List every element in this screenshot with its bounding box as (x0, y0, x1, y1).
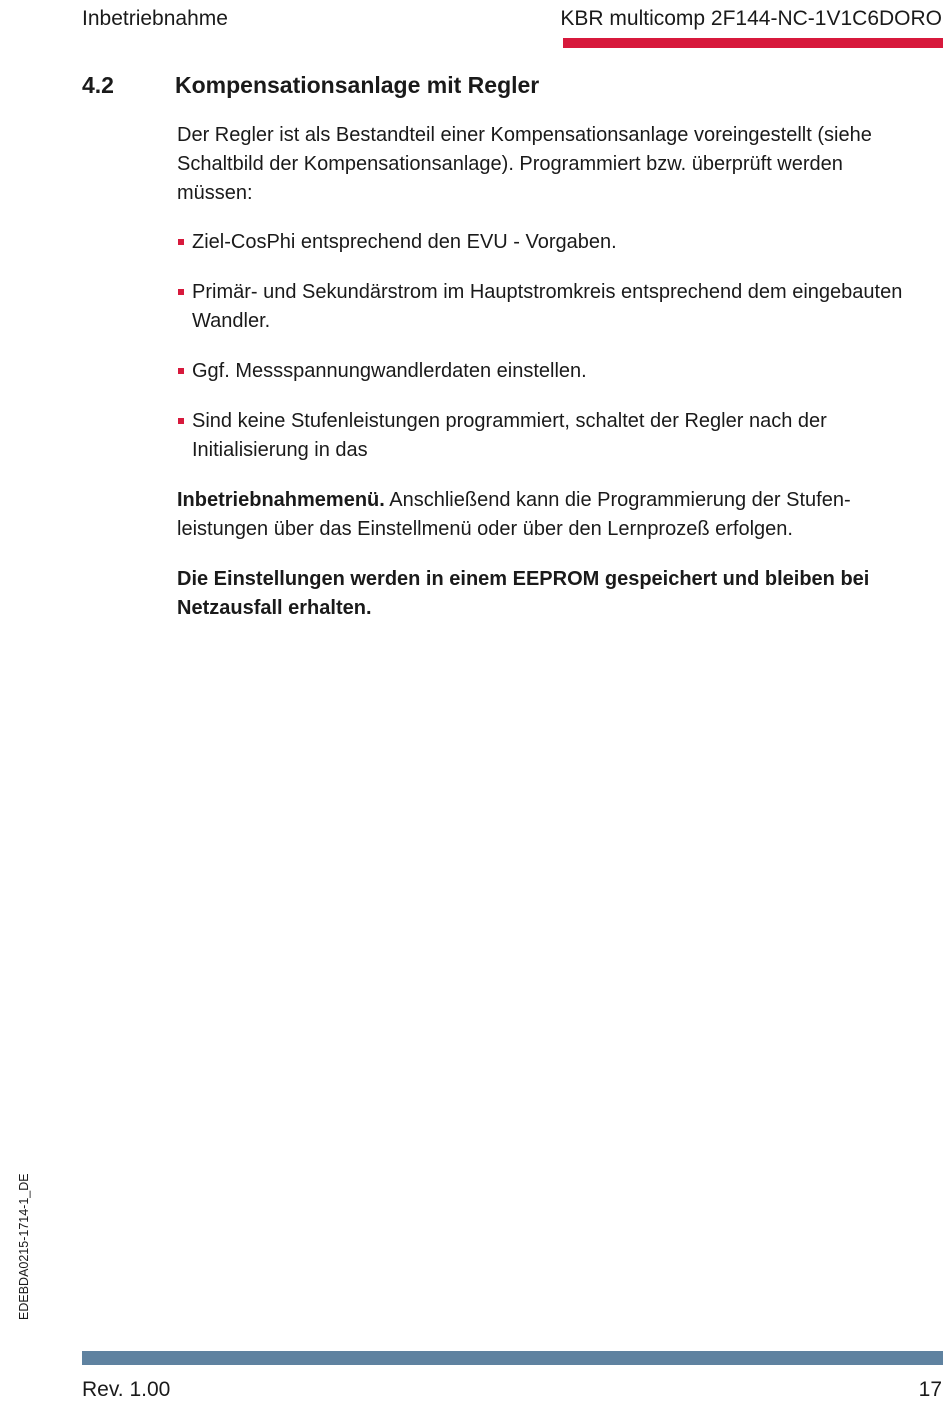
list-item (177, 357, 917, 386)
requirement-list (177, 228, 917, 465)
list-item (177, 228, 917, 257)
bullet-square-icon (178, 289, 184, 295)
list-item-text: Primär- und Sekundärstrom im Hauptstromkreis entsprechend dem eingebauten Wandler. (192, 281, 903, 332)
bullet-square-icon (178, 239, 184, 245)
list-item-text: Ggf. Messspannungwandlerdaten einstellen. (192, 360, 587, 382)
section-heading (82, 70, 539, 100)
bullet-square-icon (178, 418, 184, 424)
section-content (177, 121, 917, 623)
list-item-text: Ziel-CosPhi entsprechend den EVU - Vorgaben. (192, 231, 617, 253)
header-product: KBR multicomp 2F144-NC-1V1C6DORO (560, 7, 942, 30)
continuation-paragraph (177, 486, 917, 544)
continuation-text: Anschließend kann die Programmierung der Stufenleistungen über das Einstellmenü oder über den Lernprozeß erfolgen. (177, 489, 851, 540)
section-number: 4.2 (82, 72, 114, 98)
intro-paragraph: Der Regler ist als Bestandteil einer Kompensationsanlage voreingestellt (siehe Schaltbild der Kompensationsanlage). Programmiert bzw. überprüft werden müssen: (177, 124, 872, 204)
bullet-square-icon (178, 368, 184, 374)
menu-name: Inbetriebnahmemenü. (177, 489, 385, 511)
header-accent-bar (563, 38, 943, 48)
document-id: EDEBDA0215-1714-1_DE (17, 1173, 31, 1320)
list-item (177, 407, 917, 465)
header-chapter: Inbetriebnahme (82, 7, 228, 30)
section-title: Kompensationsanlage mit Regler (175, 72, 540, 98)
page-number: 17 (918, 1378, 942, 1401)
eeprom-note: Die Einstellungen werden in einem EEPROM gespeichert und bleiben bei Netzausfall erhalten. (177, 568, 870, 619)
list-item-text: Sind keine Stufenleistungen programmiert, schaltet der Regler nach der Initialisierung in das (192, 410, 827, 461)
list-item (177, 278, 917, 336)
footer-bar (82, 1351, 943, 1365)
revision-label: Rev. 1.00 (82, 1378, 171, 1401)
